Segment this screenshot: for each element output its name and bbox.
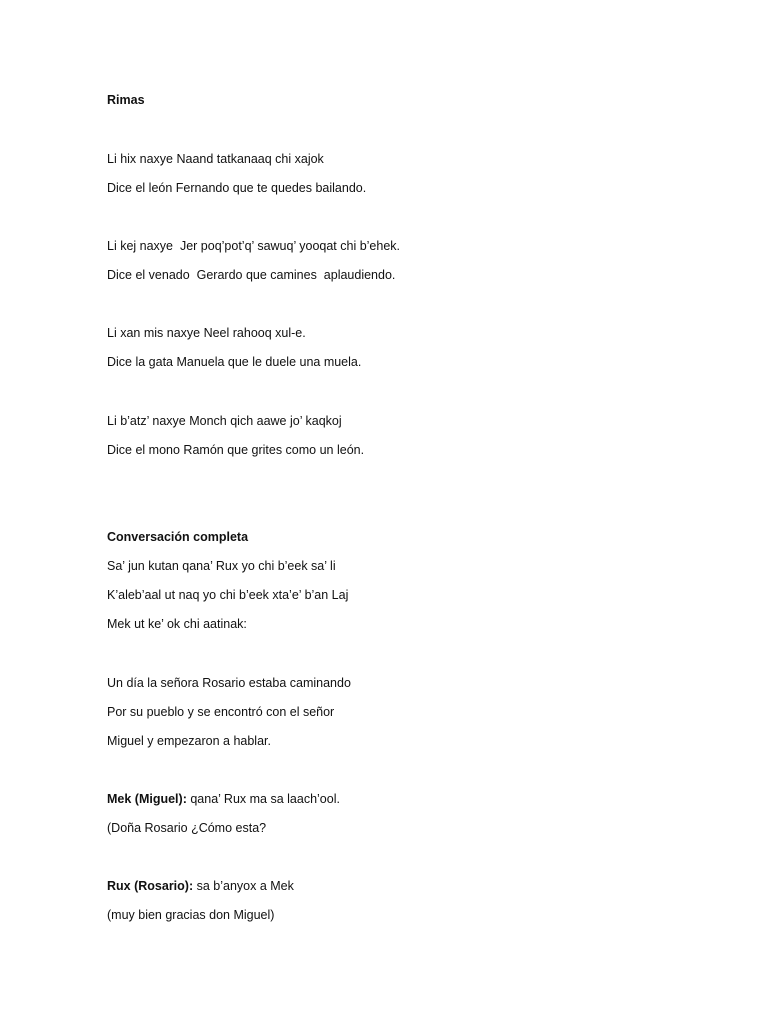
dialogue-2-text: sa b’anyox a Mek [193, 879, 294, 893]
document-page [107, 0, 707, 1024]
rhyme-2-spanish: Dice el venado Gerardo que camines aplaudiendo. [107, 268, 396, 282]
intro-spanish-line-3: Miguel y empezaron a hablar. [107, 734, 271, 748]
rhyme-1-kekchi: Li hix naxye Naand tatkanaaq chi xajok [107, 152, 324, 166]
rhyme-2-kekchi: Li kej naxye Jer poq’pot’q’ sawuq’ yooqat chi b’ehek. [107, 239, 400, 253]
dialogue-1-text: qana’ Rux ma sa laach’ool. [186, 792, 340, 806]
intro-spanish-line-2: Por su pueblo y se encontró con el señor [107, 705, 335, 719]
rhyme-4-spanish: Dice el mono Ramón que grites como un león. [107, 443, 365, 457]
intro-kekchi-line-3: Mek ut ke’ ok chi aatinak: [107, 617, 247, 631]
rimas-heading: Rimas [107, 93, 145, 107]
rhyme-3-spanish: Dice la gata Manuela que le duele una muela. [107, 355, 362, 369]
intro-kekchi-line-1: Sa’ jun kutan qana’ Rux yo chi b’eek sa’ li [107, 559, 336, 573]
intro-kekchi-line-2: K’aleb’aal ut naq yo chi b’eek xta’e’ b’an Laj [107, 588, 349, 602]
dialogue-1-kekchi [107, 791, 340, 807]
conversacion-heading: Conversación completa [107, 530, 249, 544]
dialogue-2-spanish: (muy bien gracias don Miguel) [107, 908, 275, 922]
rhyme-4-kekchi: Li b’atz’ naxye Monch qich aawe jo’ kaqkoj [107, 414, 342, 428]
rhyme-1-spanish: Dice el león Fernando que te quedes bailando. [107, 181, 367, 195]
dialogue-1-spanish: (Doña Rosario ¿Cómo esta? [107, 821, 267, 835]
dialogue-2-speaker: Rux (Rosario): [107, 879, 194, 893]
intro-spanish-line-1: Un día la señora Rosario estaba caminando [107, 676, 351, 690]
rhyme-3-kekchi: Li xan mis naxye Neel rahooq xul-e. [107, 326, 306, 340]
dialogue-2-kekchi [107, 878, 294, 894]
dialogue-1-speaker: Mek (Miguel): [107, 792, 187, 806]
